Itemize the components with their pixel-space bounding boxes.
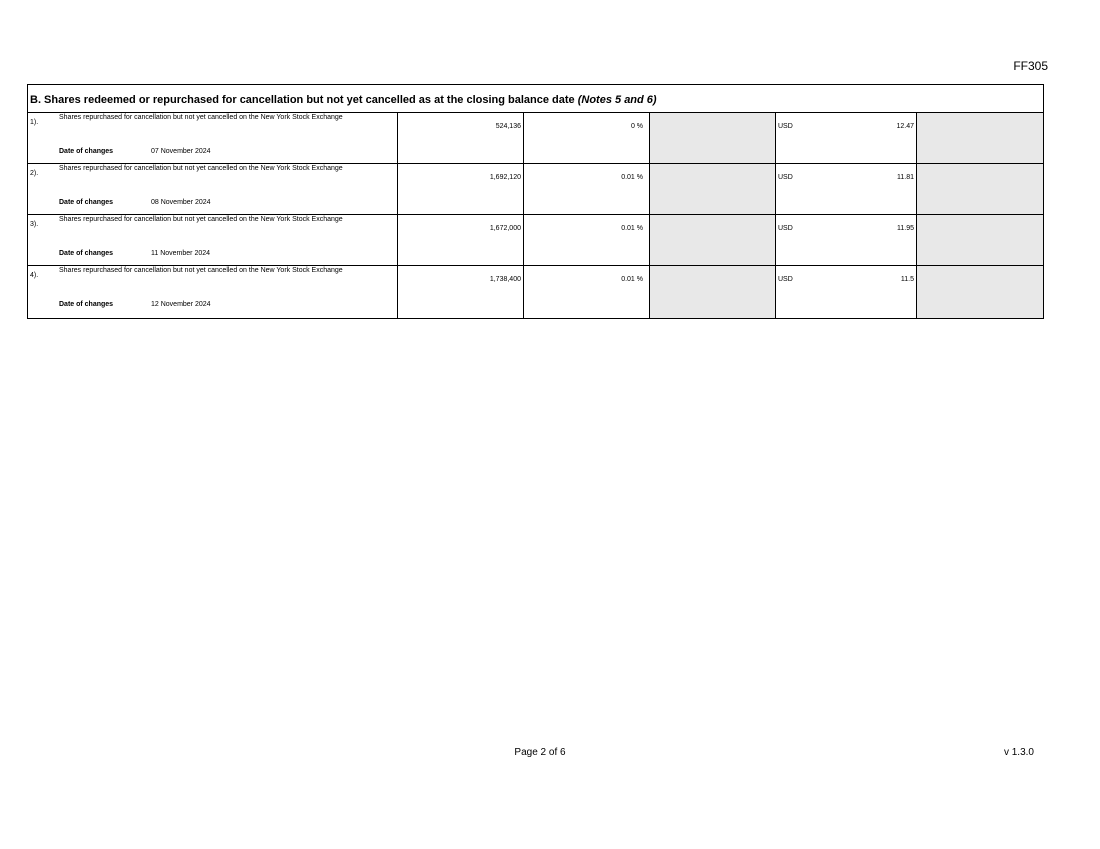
share-percent: 0.01 % xyxy=(621,174,643,181)
table-row xyxy=(28,113,1043,164)
shares-section xyxy=(27,84,1044,319)
currency: USD xyxy=(778,123,793,130)
percent-cell xyxy=(524,215,650,265)
share-number: 1,672,000 xyxy=(489,225,521,232)
table-row xyxy=(28,266,1043,318)
date-label: Date of changes xyxy=(59,301,114,308)
page-number: Page 2 of 6 xyxy=(514,747,566,758)
currency: USD xyxy=(778,276,793,283)
table-row xyxy=(28,164,1043,215)
shaded-cell xyxy=(917,266,1043,318)
row-index: 2). xyxy=(30,170,39,177)
share-percent: 0.01 % xyxy=(621,225,643,232)
form-code: FF305 xyxy=(1013,59,1048,73)
date-label: Date of changes xyxy=(59,148,114,155)
date-value: 11 November 2024 xyxy=(151,250,211,257)
date-value: 08 November 2024 xyxy=(151,199,211,206)
description-cell xyxy=(28,164,398,214)
share-percent: 0 % xyxy=(630,123,643,130)
percent-cell xyxy=(524,266,650,318)
row-description: Shares repurchased for cancellation but not yet cancelled on the New York Stock Exchange xyxy=(59,114,343,121)
row-index: 4). xyxy=(30,272,39,279)
price: 11.81 xyxy=(897,174,914,181)
currency: USD xyxy=(778,225,793,232)
number-cell xyxy=(398,113,524,163)
section-notes: (Notes 5 and 6) xyxy=(577,94,657,106)
currency: USD xyxy=(778,174,793,181)
row-description: Shares repurchased for cancellation but not yet cancelled on the New York Stock Exchange xyxy=(59,165,343,172)
row-index: 1). xyxy=(30,119,39,126)
table-row xyxy=(28,215,1043,266)
date-label: Date of changes xyxy=(59,250,114,257)
price-cell xyxy=(776,215,917,265)
shaded-cell xyxy=(650,215,776,265)
section-title-text: B. Shares redeemed or repurchased for cancellation but not yet cancelled as at the closing balance date xyxy=(30,94,575,106)
percent-cell xyxy=(524,164,650,214)
price: 11.95 xyxy=(897,225,914,232)
share-number: 524,136 xyxy=(495,123,521,130)
row-index: 3). xyxy=(30,221,39,228)
date-label: Date of changes xyxy=(59,199,114,206)
percent-cell xyxy=(524,113,650,163)
date-value: 12 November 2024 xyxy=(151,301,211,308)
shaded-cell xyxy=(917,164,1043,214)
version-label: v 1.3.0 xyxy=(1003,747,1034,758)
description-cell xyxy=(28,266,398,318)
price-cell xyxy=(776,266,917,318)
shaded-cell xyxy=(917,113,1043,163)
shaded-cell xyxy=(650,266,776,318)
description-cell xyxy=(28,215,398,265)
shaded-cell xyxy=(650,164,776,214)
number-cell xyxy=(398,266,524,318)
share-percent: 0.01 % xyxy=(621,276,643,283)
shaded-cell xyxy=(917,215,1043,265)
price: 12.47 xyxy=(896,123,914,130)
description-cell xyxy=(28,113,398,163)
section-title xyxy=(28,85,1043,113)
price-cell xyxy=(776,113,917,163)
shaded-cell xyxy=(650,113,776,163)
number-cell xyxy=(398,164,524,214)
price-cell xyxy=(776,164,917,214)
row-description: Shares repurchased for cancellation but not yet cancelled on the New York Stock Exchange xyxy=(59,267,343,274)
share-number: 1,692,120 xyxy=(489,174,521,181)
number-cell xyxy=(398,215,524,265)
row-description: Shares repurchased for cancellation but not yet cancelled on the New York Stock Exchange xyxy=(59,216,343,223)
share-number: 1,738,400 xyxy=(489,276,521,283)
price: 11.5 xyxy=(900,276,914,283)
date-value: 07 November 2024 xyxy=(151,148,211,155)
